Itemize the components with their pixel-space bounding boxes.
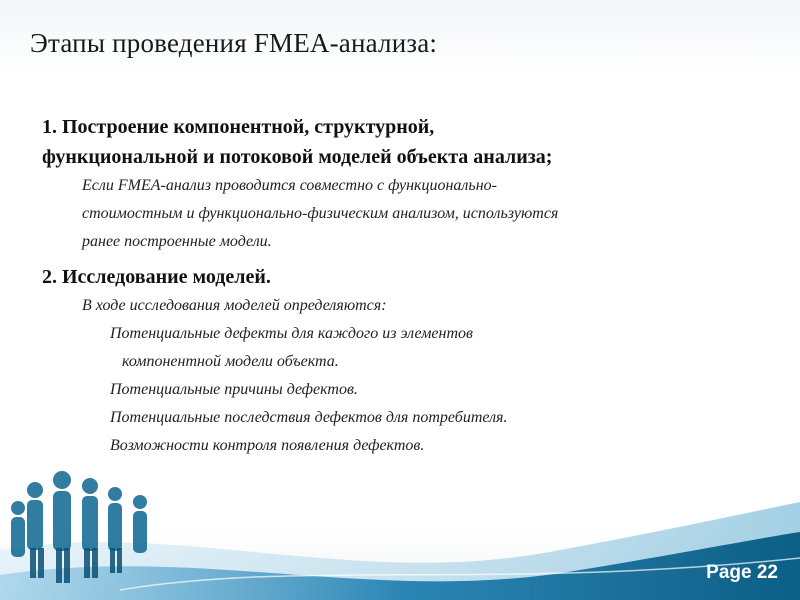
step-2-heading: 2. Исследование моделей. <box>42 266 271 288</box>
bullet-text-continuation: компонентной модели объекта. <box>122 353 339 370</box>
step-1-note-line-2: стоимостным и функционально-физическим анализом, используются <box>82 205 559 222</box>
bullet-text: Возможности контроля появления дефектов. <box>110 437 425 454</box>
bullet-text: Потенциальные дефекты для каждого из элементов <box>110 325 473 342</box>
step-2-lead: В ходе исследования моделей определяются: <box>82 297 387 314</box>
bullet-text: Потенциальные последствия дефектов для потребителя. <box>110 409 508 426</box>
bullet-item <box>42 320 772 376</box>
step-1-heading-line-2: функциональной и потоковой моделей объекта анализа; <box>42 146 553 168</box>
step-1-heading-line-1: 1. Построение компонентной, структурной, <box>42 116 435 138</box>
step-1-note-line-3: ранее построенные модели. <box>82 233 272 250</box>
bullet-item <box>42 404 772 432</box>
slide-title: Этапы проведения FMEA-анализа: <box>30 28 438 58</box>
slide-content <box>42 112 772 460</box>
bullet-item <box>42 376 772 404</box>
step-1-note-line-1: Если FMEA-анализ проводится совместно с функционально- <box>82 177 497 194</box>
bullet-text: Потенциальные причины дефектов. <box>110 381 358 398</box>
business-people-silhouettes-icon <box>0 450 200 600</box>
page-number: Page 22 <box>706 562 778 583</box>
